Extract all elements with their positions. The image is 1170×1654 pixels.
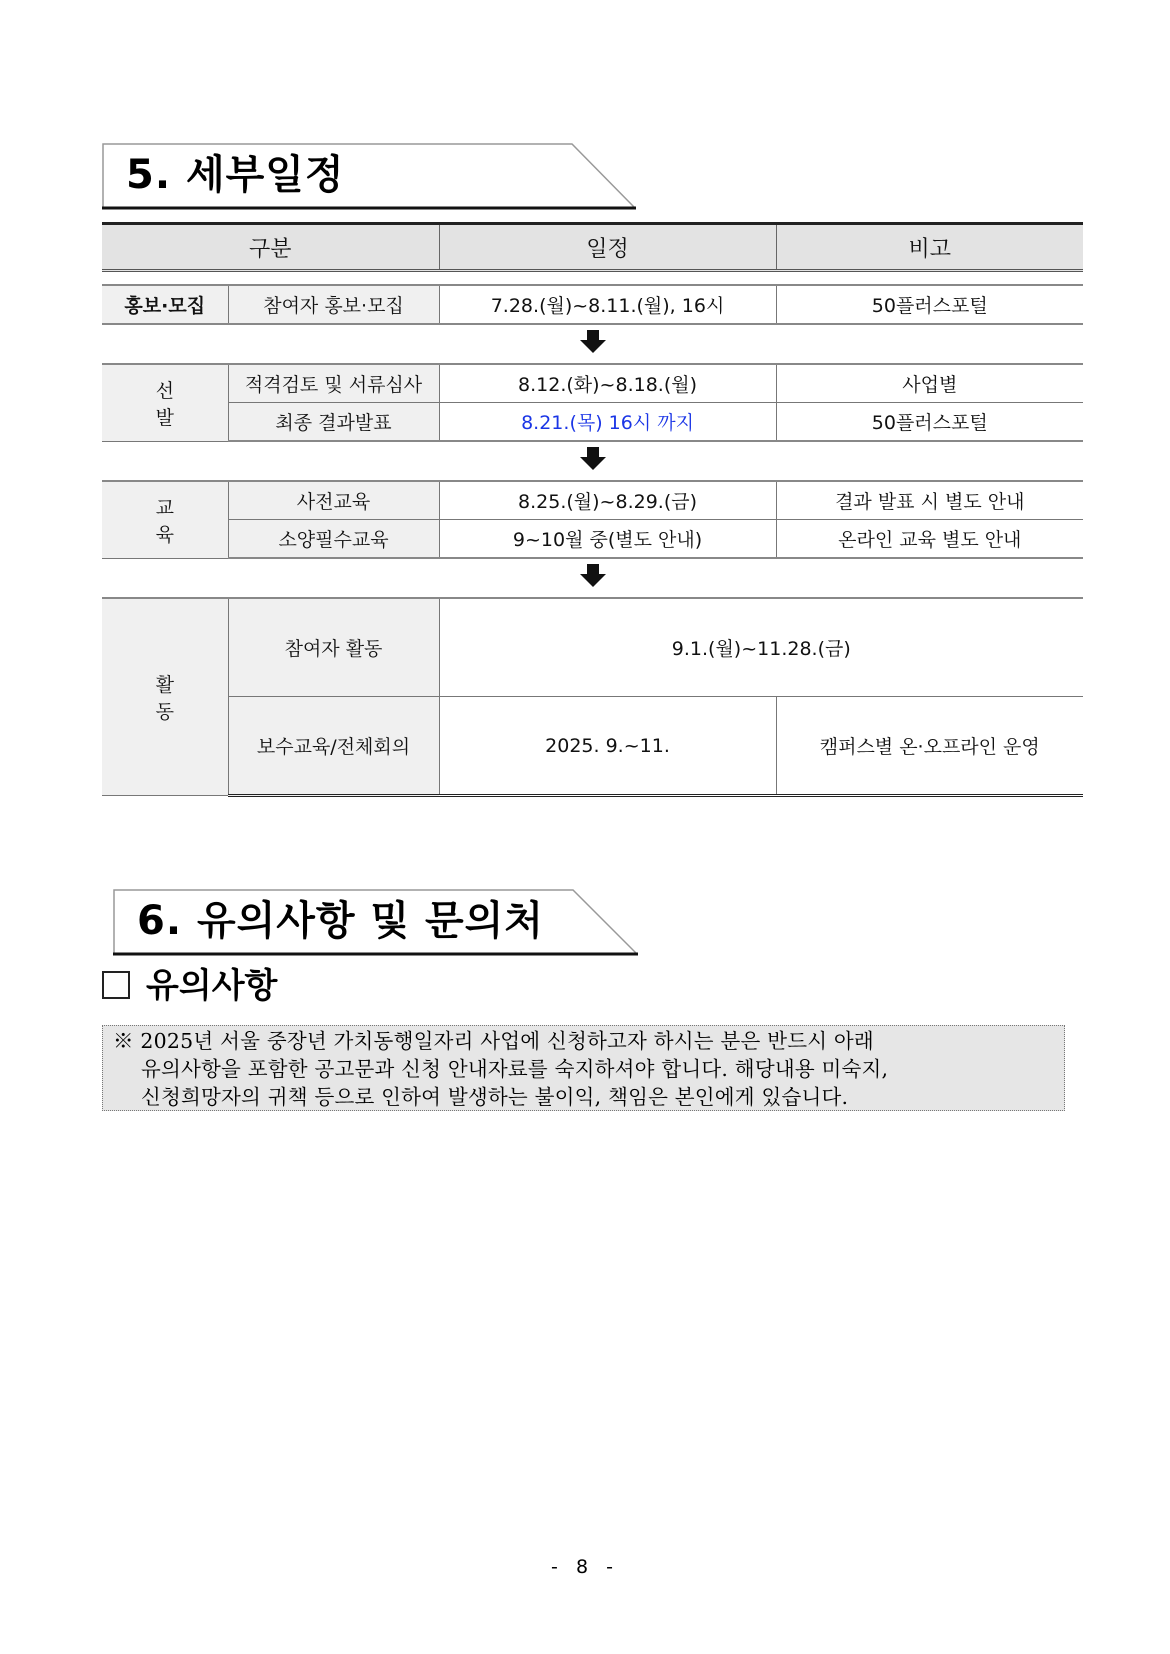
down-arrow-icon [578,447,608,471]
header-schedule: 일정 [439,224,776,271]
schedule-table [102,222,1083,797]
schedule-cell: 2025. 9.~11. [439,697,776,796]
item-cell: 사전교육 [228,481,439,520]
table-row [102,403,1083,442]
table-header-row [102,224,1083,271]
category-cell: 선 발 [102,364,228,441]
section-5-title: 5. 세부일정 [126,152,345,198]
page-number: - 8 - [551,1556,619,1578]
item-cell: 참여자 홍보·모집 [228,285,439,324]
note-cell: 50플러스포털 [776,285,1083,324]
schedule-cell-merged: 9.1.(월)~11.28.(금) [439,598,1083,697]
item-cell: 참여자 활동 [228,598,439,697]
down-arrow-icon [578,330,608,354]
table-row [102,598,1083,697]
item-cell: 적격검토 및 서류심사 [228,364,439,403]
notice-line: 유의사항을 포함한 공고문과 신청 안내자료를 숙지하셔야 합니다. 해당내용 미숙지, [141,1057,889,1081]
table-row [102,481,1083,520]
table-row [102,285,1083,324]
schedule-cell: 7.28.(월)~8.11.(월), 16시 [439,285,776,324]
note-cell: 캠퍼스별 온·오프라인 운영 [776,697,1083,796]
note-cell: 온라인 교육 별도 안내 [776,520,1083,559]
table-row [102,364,1083,403]
notice-box [102,1025,1065,1111]
item-cell: 소양필수교육 [228,520,439,559]
note-cell: 50플러스포털 [776,403,1083,442]
down-arrow-icon [578,564,608,588]
schedule-cell-highlight: 8.21.(목) 16시 까지 [439,403,776,442]
item-cell: 최종 결과발표 [228,403,439,442]
category-cell: 활 동 [102,598,228,796]
category-cell: 교 육 [102,481,228,558]
checkbox-square-icon [102,971,130,999]
notice-subheading [102,964,277,1008]
section-5-header [102,143,638,209]
schedule-cell: 9~10월 중(별도 안내) [439,520,776,559]
note-cell: 결과 발표 시 별도 안내 [776,481,1083,520]
item-cell: 보수교육/전체회의 [228,697,439,796]
note-cell: 사업별 [776,364,1083,403]
table-row [102,520,1083,559]
section-6-title: 6. 유의사항 및 문의처 [137,898,544,944]
notice-line: 신청희망자의 귀책 등으로 인하여 발생하는 불이익, 책임은 본인에게 있습니다. [141,1085,849,1109]
section-6-header [113,889,637,955]
notice-line: ※ 2025년 서울 중장년 가치동행일자리 사업에 신청하고자 하시는 분은 반드시 아래 [113,1029,874,1053]
header-category: 구분 [102,224,439,271]
table-row [102,697,1083,796]
header-note: 비고 [776,224,1083,271]
schedule-cell: 8.12.(화)~8.18.(월) [439,364,776,403]
schedule-cell: 8.25.(월)~8.29.(금) [439,481,776,520]
notice-subheading-label: 유의사항 [146,966,278,1006]
category-cell: 홍보·모집 [102,285,228,324]
